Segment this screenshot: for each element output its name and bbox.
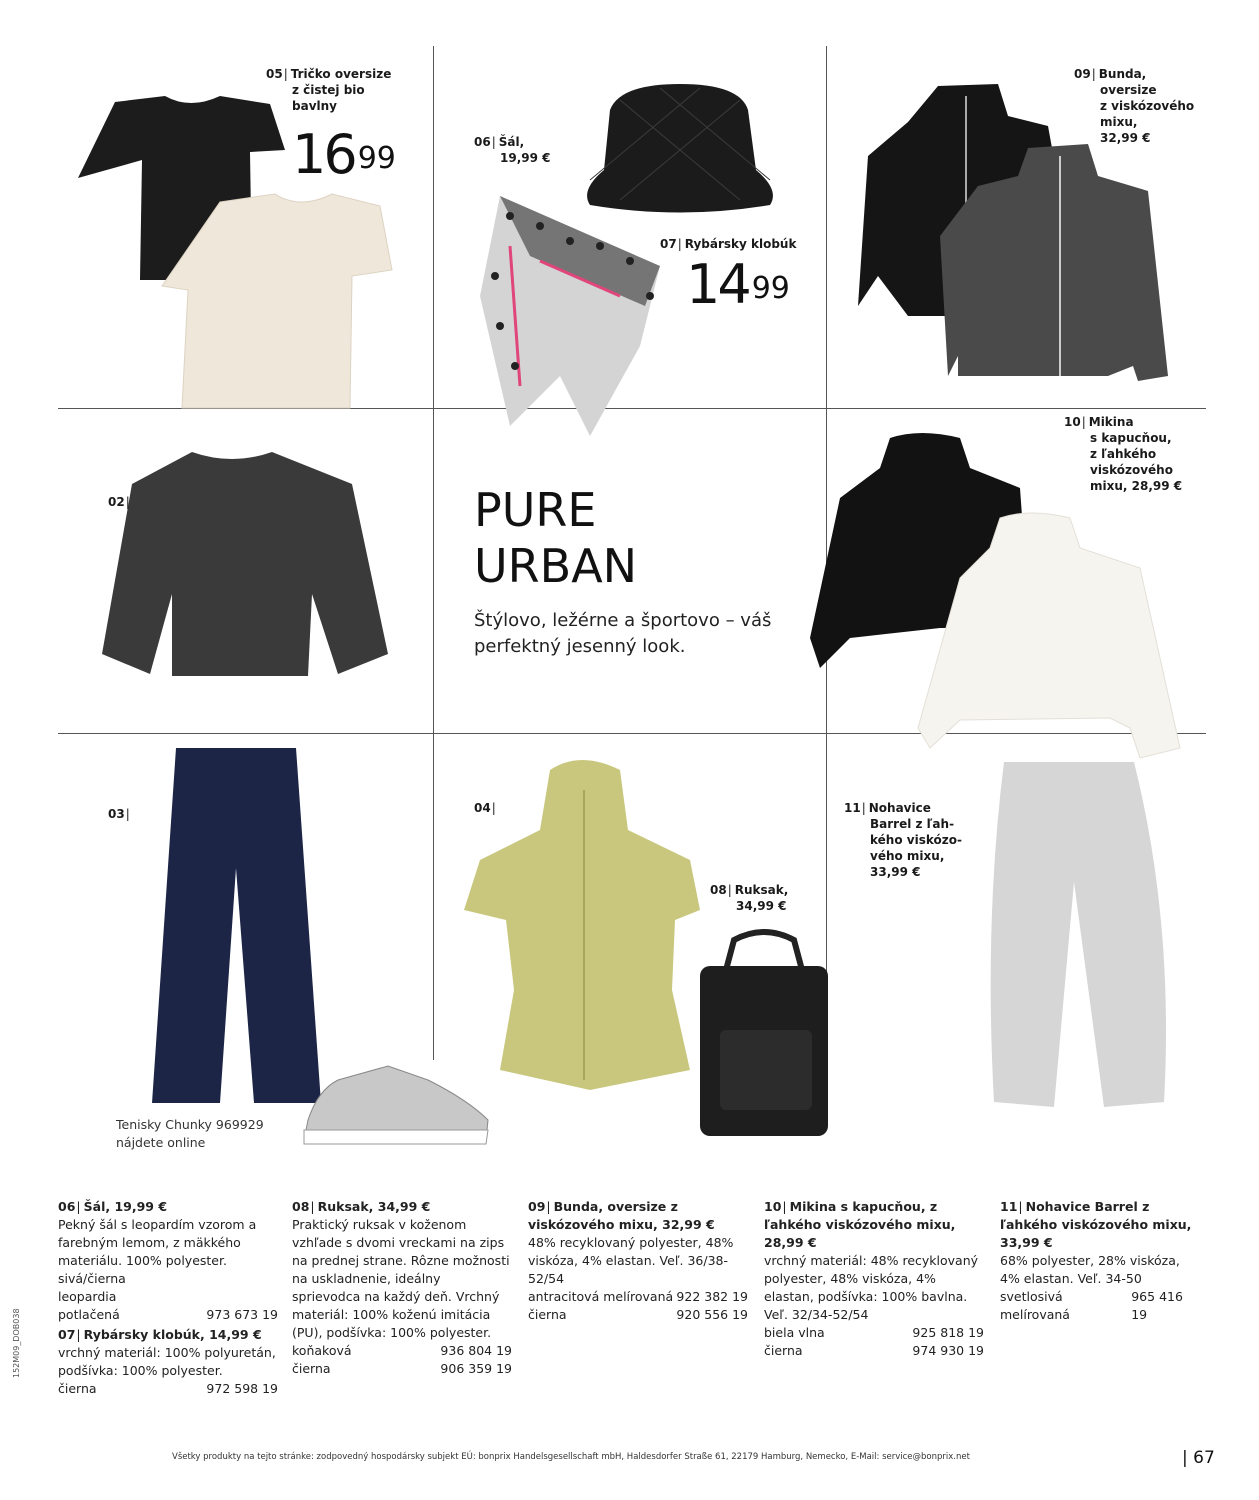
grid-line-v1 [433, 46, 434, 1060]
price-07: 14 $^{99}$ [686, 253, 790, 316]
label-09: 09| Bunda, oversize z viskózového mixu, 32,99 € [1074, 67, 1195, 145]
label-02: 02| [108, 495, 130, 509]
side-code: 152M09_DOB038 [12, 1308, 21, 1378]
detail-08: 08| Ruksak, 34,99 € Praktický ruksak v koženom vzhľade s dvomi vreckami na zips na prednej strane. Rôzne možnosti na uskladnenie, ideálny sprievodca na každý deň. Vrchný materiál: 100% koženú imitácia (PU), podšívka: 100% polyester. koňaková 936 804 19 čierna 906 359 19 [292, 1199, 512, 1376]
detail-11: 11| Nohavice Barrel z ľahkého viskózového mixu, 33,99 € 68% polyester, 28% viskóza, 4% elastan. Veľ. 34-50 svetlosivá melírovaná 965 416 19 [1000, 1199, 1192, 1322]
footer-legal: Všetky produkty na tejto stránke: zodpovedný hospodársky subjekt EÚ: bonprix Handelsgesellschaft mbH, Haldesdorfer Straße 61, 22179 Hamburg, Nemecko, E-Mail: service@bonprix.net [172, 1452, 970, 1462]
bucket-hat-image[interactable] [580, 80, 780, 220]
detail-10: 10| Mikina s kapucňou, z ľahkého viskózového mixu, 28,99 € vrchný materiál: 48% recyklovaný polyester, 48% viskóza, 4% elastan, podšívka: 100% bavlna. Veľ. 32/34-52/54 biela vlna 925 818 19 čierna 974 930 19 [764, 1199, 984, 1358]
label-05: 05| Tričko oversize z čistej bio bavlny [266, 67, 392, 113]
label-04: 04| [474, 801, 496, 815]
scarf-image[interactable] [470, 186, 670, 446]
detail-09: 09| Bunda, oversize z viskózového mixu, 32,99 € 48% recyklovaný polyester, 48% viskóza, 4% elastan. Veľ. 36/38-52/54 antracitová melírovaná 922 382 19 čierna 920 556 19 [528, 1199, 748, 1322]
sneaker-note: Tenisky Chunky 969929 nájdete online [116, 1117, 264, 1150]
headline [474, 482, 637, 594]
label-11: 11| Nohavice Barrel z ľah- kého viskózo- vého mixu, 33,99 € [844, 801, 962, 879]
trousers-image[interactable] [136, 748, 336, 1108]
label-07: 07| Rybársky klobúk [660, 237, 797, 251]
tagline: Štýlovo, ležérne a športovo – váš perfektný jesenný look. [474, 610, 772, 657]
headline-line1: PURE [474, 483, 597, 537]
headline-line2: URBAN [474, 539, 638, 593]
label-03: 03| [108, 807, 130, 821]
backpack-image[interactable] [694, 930, 834, 1140]
price-05: 16 $^{99}$ [292, 123, 396, 186]
barrel-pants-image[interactable] [984, 762, 1174, 1122]
label-06: 06| Šál, 19,99 € [474, 135, 551, 165]
detail-06-07: 06| Šál, 19,99 € Pekný šál s leopardím vzorom a farebným lemom, z mäkkého materiálu. 100% polyester. sivá/čierna leopardia potlačená 973 673 19 07| Rybársky klobúk, 14,99 € vrchný materiál: 100% polyuretán, podšívka: 100% polyester. čierna 972 598 19 [58, 1199, 278, 1396]
page-number: | 67 [1182, 1448, 1215, 1468]
label-08: 08| Ruksak, 34,99 € [710, 883, 789, 913]
label-10: 10| Mikina s kapucňou, z ľahkého viskózového mixu, 28,99 € [1064, 415, 1183, 493]
sweatshirt-image[interactable] [102, 444, 392, 694]
